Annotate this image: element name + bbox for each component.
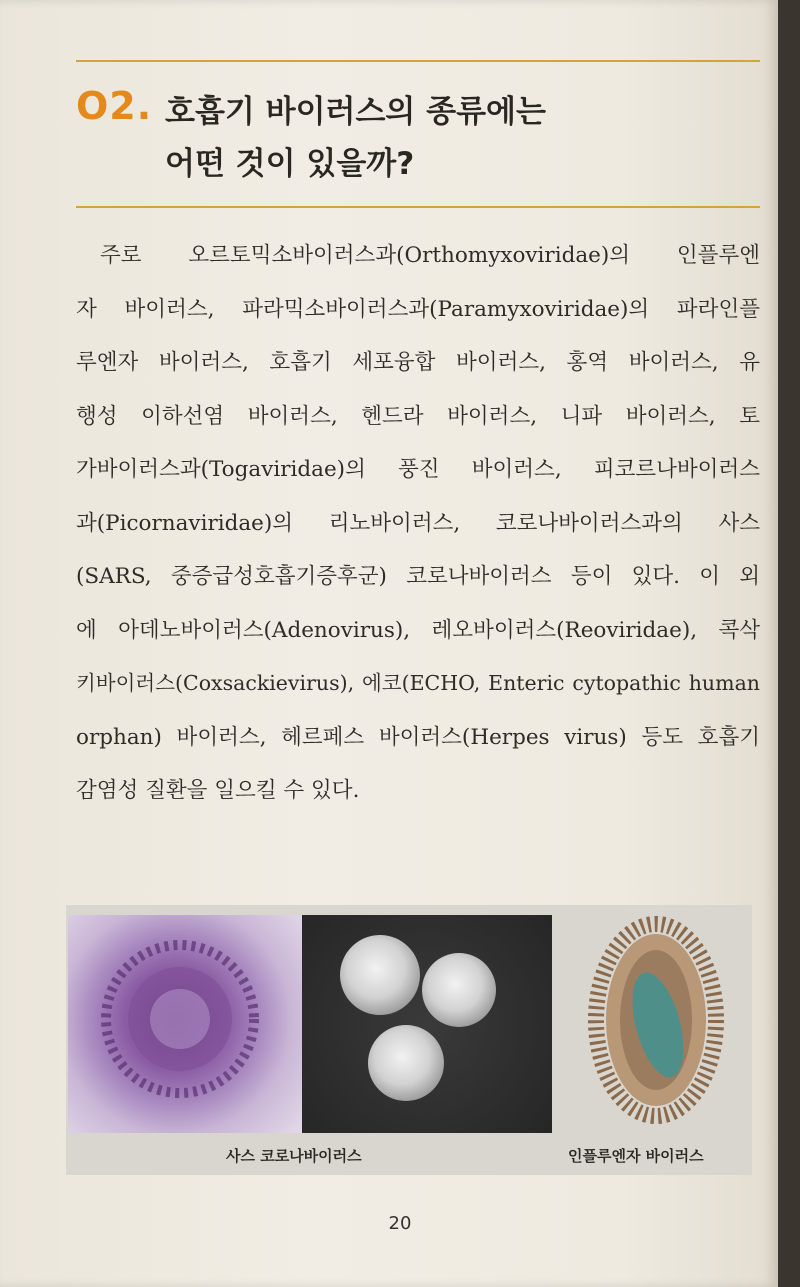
caption-influenza: 인플루엔자 바이러스 [568, 1147, 704, 1165]
body-line: 자 바이러스, 파라믹소바이러스과(Paramyxoviridae)의 파라인플 [76, 296, 760, 322]
electron-micrograph-image [302, 915, 552, 1133]
page-title [165, 86, 725, 190]
virus-figure [66, 905, 752, 1175]
title-line-1: 호흡기 바이러스의 종류에는 [165, 94, 546, 130]
influenza-virus-image [566, 915, 746, 1133]
body-line: 루엔자 바이러스, 호흡기 세포융합 바이러스, 홍역 바이러스, 유 [76, 350, 760, 375]
caption-sars: 사스 코로나바이러스 [226, 1147, 362, 1165]
body-line: 에 아데노바이러스(Adenovirus), 레오바이러스(Reoviridae), 콕삭 [76, 617, 760, 643]
body-line: 키바이러스(Coxsackievirus), 에코(ECHO, Enteric cytopathic human [76, 671, 760, 695]
title-line-2: 어떤 것이 있을까? [165, 146, 415, 182]
body-line: 주로 오르토믹소바이러스과(Orthomyxoviridae)의 인플루엔 [100, 243, 760, 268]
question-number: O2. [76, 84, 153, 128]
body-line: 과(Picornaviridae)의 리노바이러스, 코로나바이러스과의 사스 [76, 510, 760, 536]
body-line: 행성 이하선염 바이러스, 헨드라 바이러스, 니파 바이러스, 토 [76, 403, 760, 429]
body-line: orphan) 바이러스, 헤르페스 바이러스(Herpes virus) 등도 호흡기 [76, 724, 760, 750]
sars-coronavirus-image [68, 915, 302, 1133]
virion-particle [340, 935, 420, 1015]
influenza-virion-illustration [566, 915, 746, 1133]
body-line: (SARS, 중증급성호흡기증후군) 코로나바이러스 등이 있다. 이 외 [76, 564, 760, 589]
virion-particle [422, 953, 496, 1027]
bottom-divider [76, 206, 760, 208]
body-line: 감염성 질환을 일으킬 수 있다. [76, 778, 360, 803]
page-number: 20 [388, 1213, 412, 1234]
body-line: 가바이러스과(Togaviridae)의 풍진 바이러스, 피코르나바이러스 [76, 457, 760, 482]
sars-virion-illustration [68, 915, 302, 1133]
body-paragraph [76, 229, 760, 818]
top-divider [76, 60, 760, 62]
virion-particle [368, 1025, 444, 1101]
